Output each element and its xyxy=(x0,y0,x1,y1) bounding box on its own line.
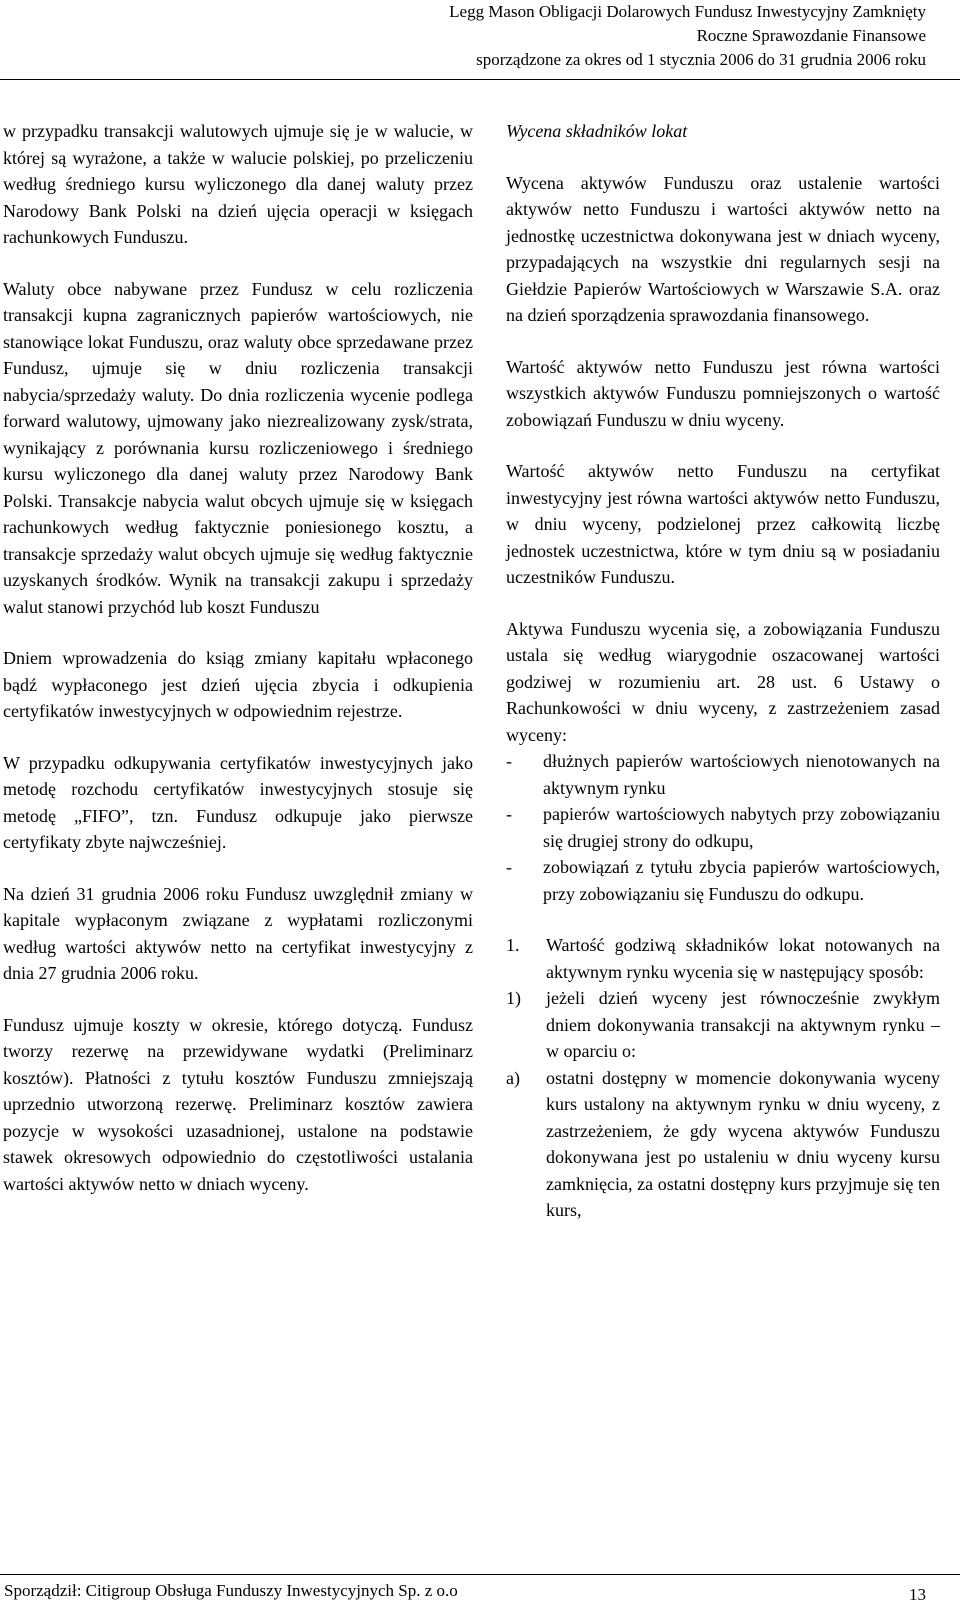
paragraph-valuation-dates: Wycena aktywów Funduszu oraz ustalenie wartości aktywów netto Funduszu i wartości aktywów netto na jednostkę uczestnictwa dokonywana jest w dniach wyceny, przypadających na wszystkie dni regularnych sesji na Giełdzie Papierów Wartościowych w Warszawie S.A. oraz na dzień sporządzenia sprawozdania finansowego. xyxy=(506,172,940,325)
list-item: - zobowiązań z tytułu zbycia papierów wartościowych, przy zobowiązaniu się Funduszu do odkupu. xyxy=(506,857,940,904)
paragraph-capital-paid-out: Na dzień 31 grudnia 2006 roku Fundusz uwzględnił zmiany w kapitale wypłaconym związane z wypłatami rozliczonymi według wartości aktywów netto na certyfikat inwestycyjny z dnia 27 grudnia 2006 roku. xyxy=(3,883,473,983)
list-item-1: 1. Wartość godziwą składników lokat notowanych na aktywnym rynku wycenia się w następujący sposób: xyxy=(506,935,940,982)
header-divider xyxy=(0,79,960,80)
header-period: sporządzone za okres od 1 stycznia 2006 do 31 grudnia 2006 roku xyxy=(476,50,926,69)
valuation-exceptions-list xyxy=(506,748,940,907)
paragraph-foreign-currencies: Waluty obce nabywane przez Fundusz w celu rozliczenia transakcji kupna zagranicznych papierów wartościowych, nie stanowiące lokat Funduszu, oraz waluty obce sprzedawane przez Fundusz, ujmuje się w dniu rozliczenia transakcji nabycia/sprzedaży waluty. Do dnia rozliczenia wycenie podlega forward walutowy, ujmowany jako niezrealizowany zysk/strata, wynikający z porównania kursu rozliczeniowego i średniego kursu wyliczonego dla danej waluty przez Narodowy Bank Polski. Transakcje nabycia walut obcych ujmuje się w księgach rachunkowych według faktycznie poniesionego kosztu, a transakcje sprzedaży walut obcych ujmuje się według faktycznie uzyskanych środków. Wynik na transakcji zakupu i sprzedaży walut stanowi przychód lub koszt Funduszu xyxy=(3,278,473,617)
list-item-1-1-a: a) ostatni dostępny w momencie dokonywania wyceny kurs ustalony na aktywnym rynku w dniu wyceny, z zastrzeżeniem, że gdy wycena aktywów Funduszu dokonywana jest po ustaleniu w dniu wyceny kursu zamknięcia, za ostatni dostępny kurs przyjmuje się ten kurs, xyxy=(506,1067,940,1220)
footer-divider xyxy=(0,1574,960,1575)
paragraph-fair-value: Aktywa Funduszu wycenia się, a zobowiązania Funduszu ustala się według wiarygodnie oszacowanej wartości godziwej w rozumieniu art. 28 ust. 6 Ustawy o Rachunkowości w dniu wyceny, z zastrzeżeniem zasad wyceny: xyxy=(506,618,940,745)
paragraph-nav-per-certificate: Wartość aktywów netto Funduszu na certyfikat inwestycyjny jest równa wartości aktywów netto Funduszu, w dniu wyceny, podzielonej przez całkowitą liczbę jednostek uczestnictwa, które w tym dniu są w posiadaniu uczestników Funduszu. xyxy=(506,461,940,587)
paragraph-capital-changes: Dniem wprowadzenia do ksiąg zmiany kapitału wpłaconego bądź wypłaconego jest dzień ujęcia zbycia i odkupienia certyfikatów inwestycyjnych w odpowiednim rejestrze. xyxy=(3,648,473,721)
paragraph-costs-reserve: Fundusz ujmuje koszty w okresie, którego dotyczą. Fundusz tworzy rezerwę na przewidywane wydatki (Preliminarz kosztów). Płatności z tytułu kosztów Funduszu zmniejszają uprzednio utworzoną rezerwę. Preliminarz kosztów zawiera pozycje w wysokości uzasadnionej, ustalone na podstawie stawek okresowych odpowiednio do częstotliwości ustalania wartości aktywów netto w dniach wyceny. xyxy=(3,1014,473,1194)
footer-prepared-by: Sporządził: Citigroup Obsługa Funduszy Inwestycyjnych Sp. z o.o xyxy=(4,1581,458,1600)
paragraph-currency-transactions: w przypadku transakcji walutowych ujmuje się je w walucie, w której są wyrażone, a także w walucie polskiej, po przeliczeniu według średniego kursu wyliczonego dla danej waluty przez Narodowy Bank Polski na dzień ujęcia operacji w księgach rachunkowych Funduszu. xyxy=(3,121,473,247)
numbered-list xyxy=(506,932,940,1224)
section-heading: Wycena składników lokat xyxy=(506,121,688,141)
page-header xyxy=(449,0,926,72)
header-report-title: Roczne Sprawozdanie Finansowe xyxy=(696,26,926,45)
list-item: - papierów wartościowych nabytych przy zobowiązaniu się drugiej strony do odkupu, xyxy=(506,804,940,851)
page-number: 13 xyxy=(909,1585,926,1604)
right-column xyxy=(506,118,940,1224)
paragraph-fifo-method: W przypadku odkupywania certyfikatów inwestycyjnych jako metodę rozchodu certyfikatów inwestycyjnych stosuje się metodę „FIFO”, tzn. Fundusz odkupuje jako pierwsze certyfikaty zbyte najwcześniej. xyxy=(3,752,473,852)
paragraph-net-asset-value: Wartość aktywów netto Funduszu jest równa wartości wszystkich aktywów Funduszu pomniejszonych o wartość zobowiązań Funduszu w dniu wyceny. xyxy=(506,356,940,430)
list-item-1-1: 1) jeżeli dzień wyceny jest równocześnie zwykłym dniem dokonywania transakcji na aktywnym rynku – w oparciu o: xyxy=(506,988,940,1061)
left-column xyxy=(3,118,473,1222)
list-item: - dłużnych papierów wartościowych nienotowanych na aktywnym rynku xyxy=(506,751,940,798)
header-fund-name: Legg Mason Obligacji Dolarowych Fundusz Inwestycyjny Zamknięty xyxy=(449,2,926,21)
